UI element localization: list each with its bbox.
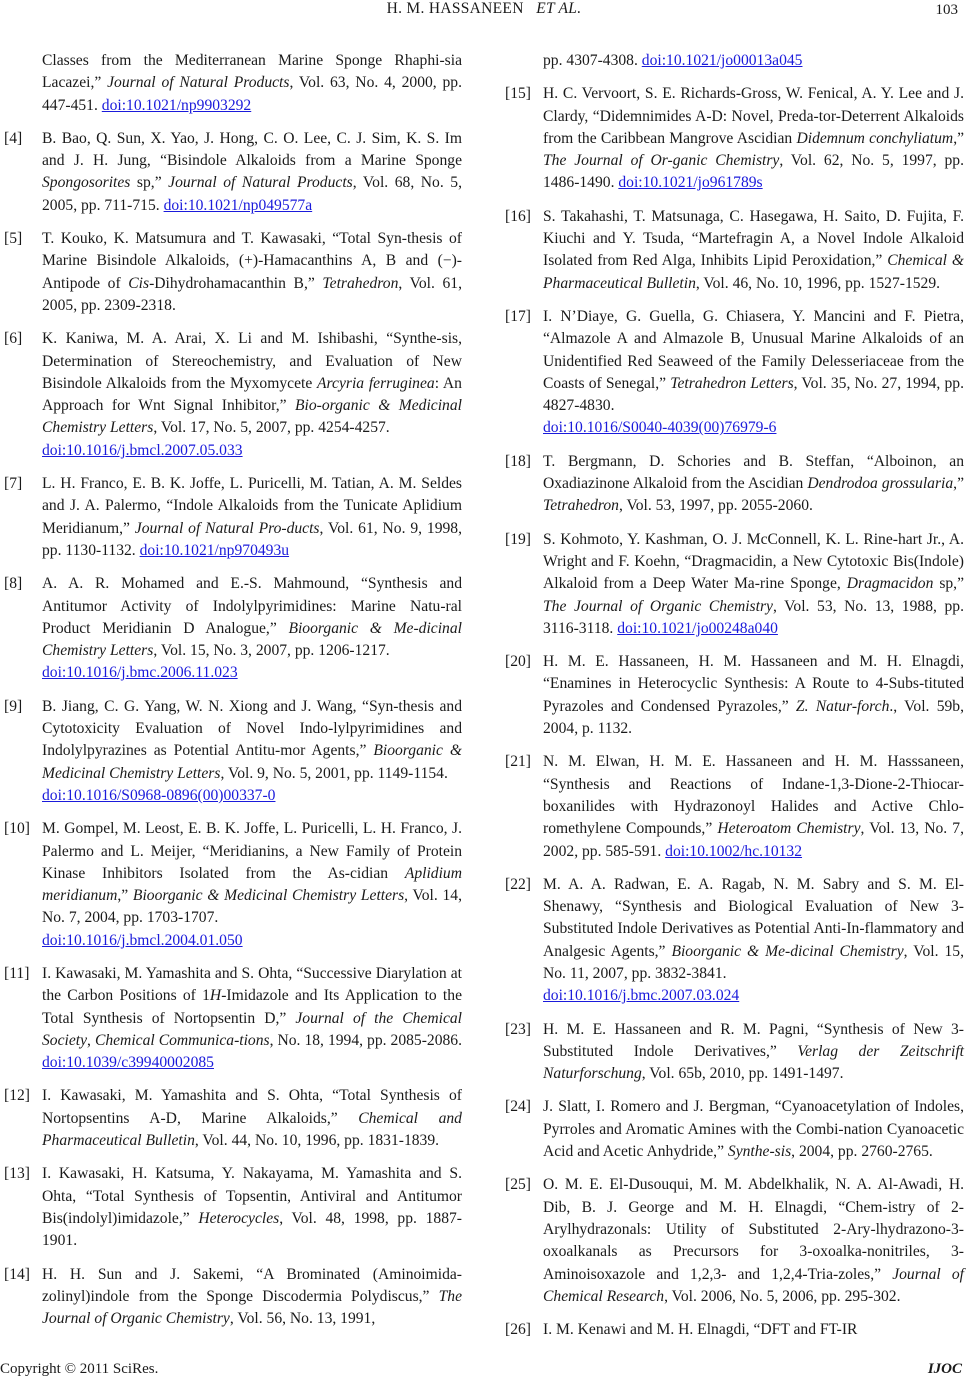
reference-number: [26] [505, 1321, 531, 1339]
reference-entry [505, 874, 964, 1008]
ref-italic: Cis [128, 274, 150, 292]
doi-link[interactable]: doi:10.1016/S0040-4039(00)76979-6 [543, 419, 777, 437]
ref-italic: Heterocycles [198, 1209, 280, 1227]
ref-text: T. Bergmann, D. Schories and B. Steffan, “Alboinon, an Oxadiazinone Alkaloid from the Ascidian [543, 452, 964, 493]
ref-text: N. M. Elwan, H. M. E. Hassaneen and H. M. Hasssaneen, “Synthesis and Reactions of Indane-1,3-Dione-2-Thiocar-boxanilides with Hydrazonoyl Halides and Active Chlo-romethylene Compounds,” [543, 753, 964, 838]
ref-italic: Tetrahedron Letters [670, 374, 794, 392]
ref-text: , No. 18, 1994, pp. 2085-2086. [269, 1031, 463, 1049]
reference-entry [4, 128, 462, 217]
running-head-etal: ET AL. [536, 0, 582, 17]
reference-entry [4, 963, 462, 1074]
reference-number: [11] [4, 964, 30, 982]
ref-text: H. M. E. Hassaneen and R. M. Pagni, “Synthesis of New 3-Substituted Indole Derivatives,” [543, 1020, 964, 1060]
reference-number: [9] [4, 697, 23, 715]
references-left-column [4, 50, 462, 1330]
doi-link[interactable]: doi:10.1002/hc.10132 [665, 842, 803, 860]
ref-text: , Vol. 2006, No. 5, 2006, pp. 295-302. [664, 1287, 901, 1305]
ref-text: , Vol. 53, 1997, pp. 2055-2060. [618, 497, 813, 515]
reference-number: [10] [4, 820, 30, 838]
ref-text: sp,” [130, 174, 169, 192]
reference-number: [8] [4, 575, 23, 593]
ref-text: , Vol. 15, No. 11, 2007, pp. 3832-3841. [543, 942, 964, 982]
ref-text: M. A. A. Radwan, E. A. Ragab, N. M. Sabry and S. M. El-Shenawy, “Synthesis and Biological Evaluation of New 3-Substituted Indole Derivatives as Potential Anti-In-flammatory and Analgesic Agents,” [543, 875, 964, 960]
ref-italic: Chemical & Pharmaceutical Bulletin [543, 252, 965, 292]
copyright-notice: Copyright © 2011 SciRes. [0, 1361, 159, 1377]
reference-number: [21] [505, 753, 531, 771]
ref-italic: Chemical and Pharmaceutical Bulletin [42, 1109, 462, 1150]
ref-text: I. M. Kenawi and M. H. Elnagdi, “DFT and FT-IR [543, 1321, 858, 1339]
doi-link[interactable]: doi:10.1021/jo961789s [618, 174, 763, 192]
reference-entry [505, 1096, 964, 1163]
ref-text: H. M. E. Hassaneen, H. M. Hassaneen and M. H. Elnagdi, “Enamines in Heterocyclic Synthesis: A Route to 4-Subs-tituted Pyrazoles and Condensed Pyrazoles,” [543, 653, 964, 715]
reference-entry [4, 1264, 462, 1331]
doi-link[interactable]: doi:10.1021/np9903292 [101, 96, 252, 114]
ref-text: , Vol. 56, No. 13, 1991, [229, 1310, 376, 1328]
doi-link[interactable]: doi:10.1039/c39940002085 [42, 1054, 214, 1072]
reference-entry [4, 228, 462, 317]
doi-link[interactable]: doi:10.1016/j.bmc.2006.11.023 [42, 664, 238, 682]
reference-number: [14] [4, 1265, 30, 1283]
ref-text: H. H. Sun and J. Sakemi, “A Brominated (Aminoimida-zolinyl)indole from the Sponge Discodermia Polydiscus,” [42, 1265, 462, 1305]
ref-text: Classes from the Mediterranean Marine Sponge Rhaphi-sia Lacazei,” [42, 52, 462, 92]
reference-number: [4] [4, 129, 23, 147]
references-right-column [505, 50, 964, 1341]
reference-number: [16] [505, 207, 531, 225]
ref-italic: Z. Natur-forch [795, 697, 890, 715]
ref-italic: Bioorganic & Me-dicinal Chemistry [671, 942, 904, 960]
doi-link[interactable]: doi:10.1016/j.bmc.2007.03.024 [543, 987, 740, 1005]
reference-number: [13] [4, 1165, 30, 1183]
reference-entry [505, 1319, 964, 1341]
ref-italic: Spongosorites [42, 174, 131, 192]
reference-number: [24] [505, 1098, 531, 1116]
reference-list-left [4, 128, 462, 1331]
ref-text: , Vol. 9, No. 5, 2001, pp. 1149-1154. [220, 764, 448, 782]
ref-text: L. H. Franco, E. B. K. Joffe, L. Puricelli, M. Tatian, A. M. Seldes and J. A. Palermo, “Indole Alkaloids from the Tunicate Aplidium Meridianum,” [42, 475, 462, 537]
reference-entry [4, 328, 462, 462]
reference-entry [505, 83, 964, 194]
reference-number: [25] [505, 1176, 531, 1194]
ref-italic: Arcyria ferruginea [317, 374, 435, 392]
reference-entry [505, 651, 964, 740]
ref-text: , 2004, pp. 2760-2765. [791, 1143, 933, 1161]
reference-entry [505, 751, 964, 862]
reference-number: [23] [505, 1020, 531, 1038]
ref-journal: The Journal of Organic Chemistry [543, 597, 773, 615]
ref-journal: Bioorganic & Medicinal Chemistry Letters [132, 887, 405, 905]
ref-text: , Vol. 46, No. 10, 1996, pp. 1527-1529. [695, 274, 941, 292]
reference-entry [505, 1019, 964, 1086]
doi-link[interactable]: doi:10.1016/j.bmcl.2004.01.050 [42, 931, 243, 949]
reference-entry [505, 1174, 964, 1308]
ref-journal: Journal of the Chemical Society [42, 1009, 462, 1049]
ref-text: A. A. R. Mohamed and E.-S. Mahmound, “Synthesis and Antitumor Activity of Indolylpyrimidines: Marine Natu-ral Product Meridianin D Analogue,” [42, 575, 462, 637]
reference-number: [18] [505, 452, 531, 470]
reference-entry [505, 306, 964, 440]
reference-number: [7] [4, 475, 23, 493]
reference-list-right [505, 83, 964, 1341]
reference-number: [22] [505, 875, 531, 893]
ref-italic: Dendrodoa grossularia [807, 475, 954, 493]
ref-italic: Heteroatom Chemistry [717, 820, 861, 838]
ref-text: , Vol. 35, No. 27, 1994, pp. 4827-4830. [543, 374, 964, 415]
doi-link[interactable]: doi:10.1016/j.bmcl.2007.05.033 [42, 441, 243, 459]
ref-italic: Bioorganic & Me-dicinal Chemistry Letters [42, 619, 462, 660]
reference-number: [6] [4, 330, 23, 348]
ref-text: sp,” [933, 575, 964, 593]
reference-entry [4, 818, 462, 952]
reference-number: [12] [4, 1087, 30, 1105]
ref-text: , Vol. 65b, 2010, pp. 1491-1497. [641, 1065, 844, 1083]
ref-text: I. N’Diaye, G. Guella, G. Chiasera, Y. Mancini and F. Pietra, “Almazole A and Almazole B, Unusual Marine Alkaloids of an Unidentified Red Seaweed of the Family Delesseriaceae from the Coasts of Senegal,” [543, 307, 964, 392]
ref-text: I. Kawasaki, H. Katsuma, Y. Nakayama, M. Yamashita and S. Ohta, “Total Synthesis of Topsentin, Antiviral and Antitumor Bis(indolyl)imidazole,” [42, 1165, 462, 1227]
ref-journal: The Journal of Or-ganic Chemistry [543, 152, 780, 170]
ref-text: ,” [953, 475, 964, 493]
running-head-authors: H. M. HASSANEEN [386, 0, 524, 17]
ref-italic: H [209, 987, 222, 1005]
reference-entry [4, 696, 462, 807]
doi-link[interactable]: doi:10.1021/jo00013a045 [641, 52, 803, 69]
ref-italic: The Journal of Organic Chemistry [42, 1287, 462, 1328]
ref-text: -Imidazole and Its Application to the Total Synthesis of Nortopsentin D,” [42, 987, 462, 1027]
reference-entry [505, 529, 964, 640]
ref-text: O. M. E. El-Dusouqui, M. M. Abdelkhalik, N. A. Al-Awadi, H. Dib, B. J. George and M. H. Elnagdi, “Chem-istry of 2-Arylhydrazonals: Utility of Substituted 2-Ary-lhydrazono-3-oxoalkanals as Precursors for 3-oxoalka-nonitriles, 3-Aminoisoxazole and 1,2,3- and 1,2,4-Tria-zoles,” [543, 1176, 964, 1283]
reference-number: [17] [505, 307, 531, 325]
reference-entry [4, 1085, 462, 1152]
ref-text: ,” [953, 129, 965, 147]
ref-text: I. Kawasaki, M. Yamashita and S. Ohta, “Total Synthesis of Nortopsentins A-D, Marine Alkaloids,” [42, 1087, 462, 1127]
ref-text: pp. 4307-4308. [543, 52, 642, 69]
reference-continuation [505, 50, 964, 72]
doi-link[interactable]: doi:10.1021/np049577a [163, 196, 313, 214]
ref-text: ., Vol. 59b, 2004, p. 1132. [543, 697, 964, 738]
journal-abbrev: IJOC [927, 1361, 962, 1377]
doi-link[interactable]: doi:10.1021/jo00248a040 [617, 619, 778, 637]
ref-text: S. Kohmoto, Y. Kashman, O. J. McConnell, K. L. Rine-hart Jr., A. Wright and F. Koehn, “Dragmacidin, a New Cytotoxic Bis(Indole) Alkaloid from a Deep Water Ma-rine Sponge, [543, 530, 964, 593]
doi-link[interactable]: doi:10.1021/np970493u [139, 541, 290, 559]
ref-text: , Vol. 14, No. 7, 2004, pp. 1703-1707. [42, 887, 463, 927]
ref-italic: Aplidium meridianum [42, 864, 462, 905]
reference-entry [505, 206, 964, 295]
reference-number: [15] [505, 85, 531, 103]
ref-text: K. Kaniwa, M. A. Arai, X. Li and M. Ishibashi, “Synthe-sis, Determination of Stereochemistry, and Evaluation of New Bisindole Alkaloids from the Myxomycete [42, 330, 462, 392]
ref-text: , Vol. 13, No. 7, 2002, pp. 585-591. [543, 820, 965, 860]
ref-journal: Journal of Natural Products [107, 74, 290, 92]
ref-journal: Bio-organic & Medicinal Chemistry Letters [42, 397, 462, 437]
ref-text: I. Kawasaki, M. Yamashita and S. Ohta, “Successive Diarylation at the Carbon Positions of 1 [42, 964, 462, 1005]
ref-italic: Bioorganic & Medicinal Chemistry Letters [42, 742, 462, 782]
ref-text: B. Bao, Q. Sun, X. Yao, J. Hong, C. O. Lee, C. J. Sim, K. S. Im and J. H. Jung, “Bisindole Alkaloids from a Marine Sponge [42, 129, 462, 170]
reference-entry [4, 1163, 462, 1252]
ref-text: , Vol. 61, 2005, pp. 2309-2318. [42, 274, 463, 314]
page-number: 103 [935, 2, 958, 18]
ref-text: , Vol. 61, No. 9, 1998, pp. 1130-1132. [42, 519, 462, 559]
ref-text: -Dihydrohamacanthin B,” [149, 274, 323, 292]
ref-text: J. Slatt, I. Romero and J. Bergman, “Cyanoacetylation of Indoles, Pyrroles and Aromatic Amines with the Combi-nation Cyanoacetic Acid and Acetic Anhydride,” [543, 1098, 964, 1161]
reference-entry [4, 473, 462, 562]
reference-number: [20] [505, 653, 531, 671]
reference-entry [505, 451, 964, 518]
ref-text: , Vol. 68, No. 5, 2005, pp. 711-715. [42, 174, 462, 214]
ref-journal: Chemical Communica-tions [94, 1031, 270, 1049]
ref-text: T. Kouko, K. Matsumura and T. Kawasaki, “Total Syn-thesis of Marine Bisindole Alkaloids, (+)-Hamacanthins A, B and (−)-Antipode of [42, 230, 462, 292]
ref-italic: Journal of Chemical Research [543, 1265, 964, 1305]
ref-text: , Vol. 62, No. 5, 1997, pp. 1486-1490. [543, 152, 964, 192]
ref-text: , Vol. 44, No. 10, 1996, pp. 1831-1839. [194, 1132, 440, 1150]
page-footer [0, 1356, 968, 1386]
ref-text: , Vol. 48, 1998, pp. 1887-1901. [42, 1209, 462, 1250]
ref-text: S. Takahashi, T. Matsunaga, C. Hasegawa, H. Saito, D. Fujita, F. Kiuchi and Y. Tsuda, “Martefragin A, a Novel Indole Alkaloid Isolated from Red Alga, Inhibits Lipid Peroxidation,” [543, 207, 964, 270]
ref-italic: Verlag der Zeitschrift Naturforschung [543, 1042, 964, 1083]
ref-text: , Vol. 63, No. 4, 2000, pp. 447-451. [42, 74, 462, 114]
doi-link[interactable]: doi:10.1016/S0968-0896(00)00337-0 [42, 786, 276, 804]
ref-text: , [87, 1031, 95, 1049]
ref-journal: Journal of Natural Products [168, 174, 353, 192]
ref-text: : An Approach for Wnt Signal Inhibitor,” [42, 374, 462, 415]
ref-text: M. Gompel, M. Leost, E. B. K. Joffe, L. Puricelli, L. H. Franco, J. Palermo and L. Meijer, “Meridianins, a New Family of Protein Kinase Inhibitors Isolated from the As-cidian [42, 820, 462, 882]
ref-text: H. C. Vervoort, S. E. Richards-Gross, W. Fenical, A. Y. Lee and J. Clardy, “Didemnimides A-D: Novel, Preda-tor-Deterrent Alkaloids from the Caribbean Mangrove Ascidian [543, 85, 964, 147]
reference-number: [5] [4, 230, 23, 248]
reference-entry [4, 573, 462, 684]
ref-italic: Synthe-sis [727, 1143, 792, 1161]
ref-text: , Vol. 17, No. 5, 2007, pp. 4254-4257. [153, 419, 390, 437]
ref-journal: Tetrahedron [543, 497, 619, 515]
ref-italic: Journal of Natural Pro-ducts [134, 519, 320, 537]
reference-number: [19] [505, 530, 531, 548]
ref-journal: Tetrahedron [322, 274, 399, 292]
ref-text: , Vol. 15, No. 3, 2007, pp. 1206-1217. [153, 642, 390, 660]
ref-italic: Didemnum conchyliatum [796, 129, 954, 147]
ref-text: B. Jiang, C. G. Yang, W. N. Xiong and J. Wang, “Syn-thesis and Cytotoxicity Evaluation of Novel Indo-lylpyrimidines and Indolylpyrazines as Potential Antitu-mor Agents,” [42, 697, 462, 760]
ref-italic: Dragmacidon [846, 575, 934, 593]
ref-text: ,” [117, 887, 133, 905]
reference-continuation [4, 50, 462, 117]
page-header [0, 0, 968, 20]
ref-text: , Vol. 53, No. 13, 1988, pp. 3116-3118. [543, 597, 964, 637]
running-head [0, 0, 968, 18]
